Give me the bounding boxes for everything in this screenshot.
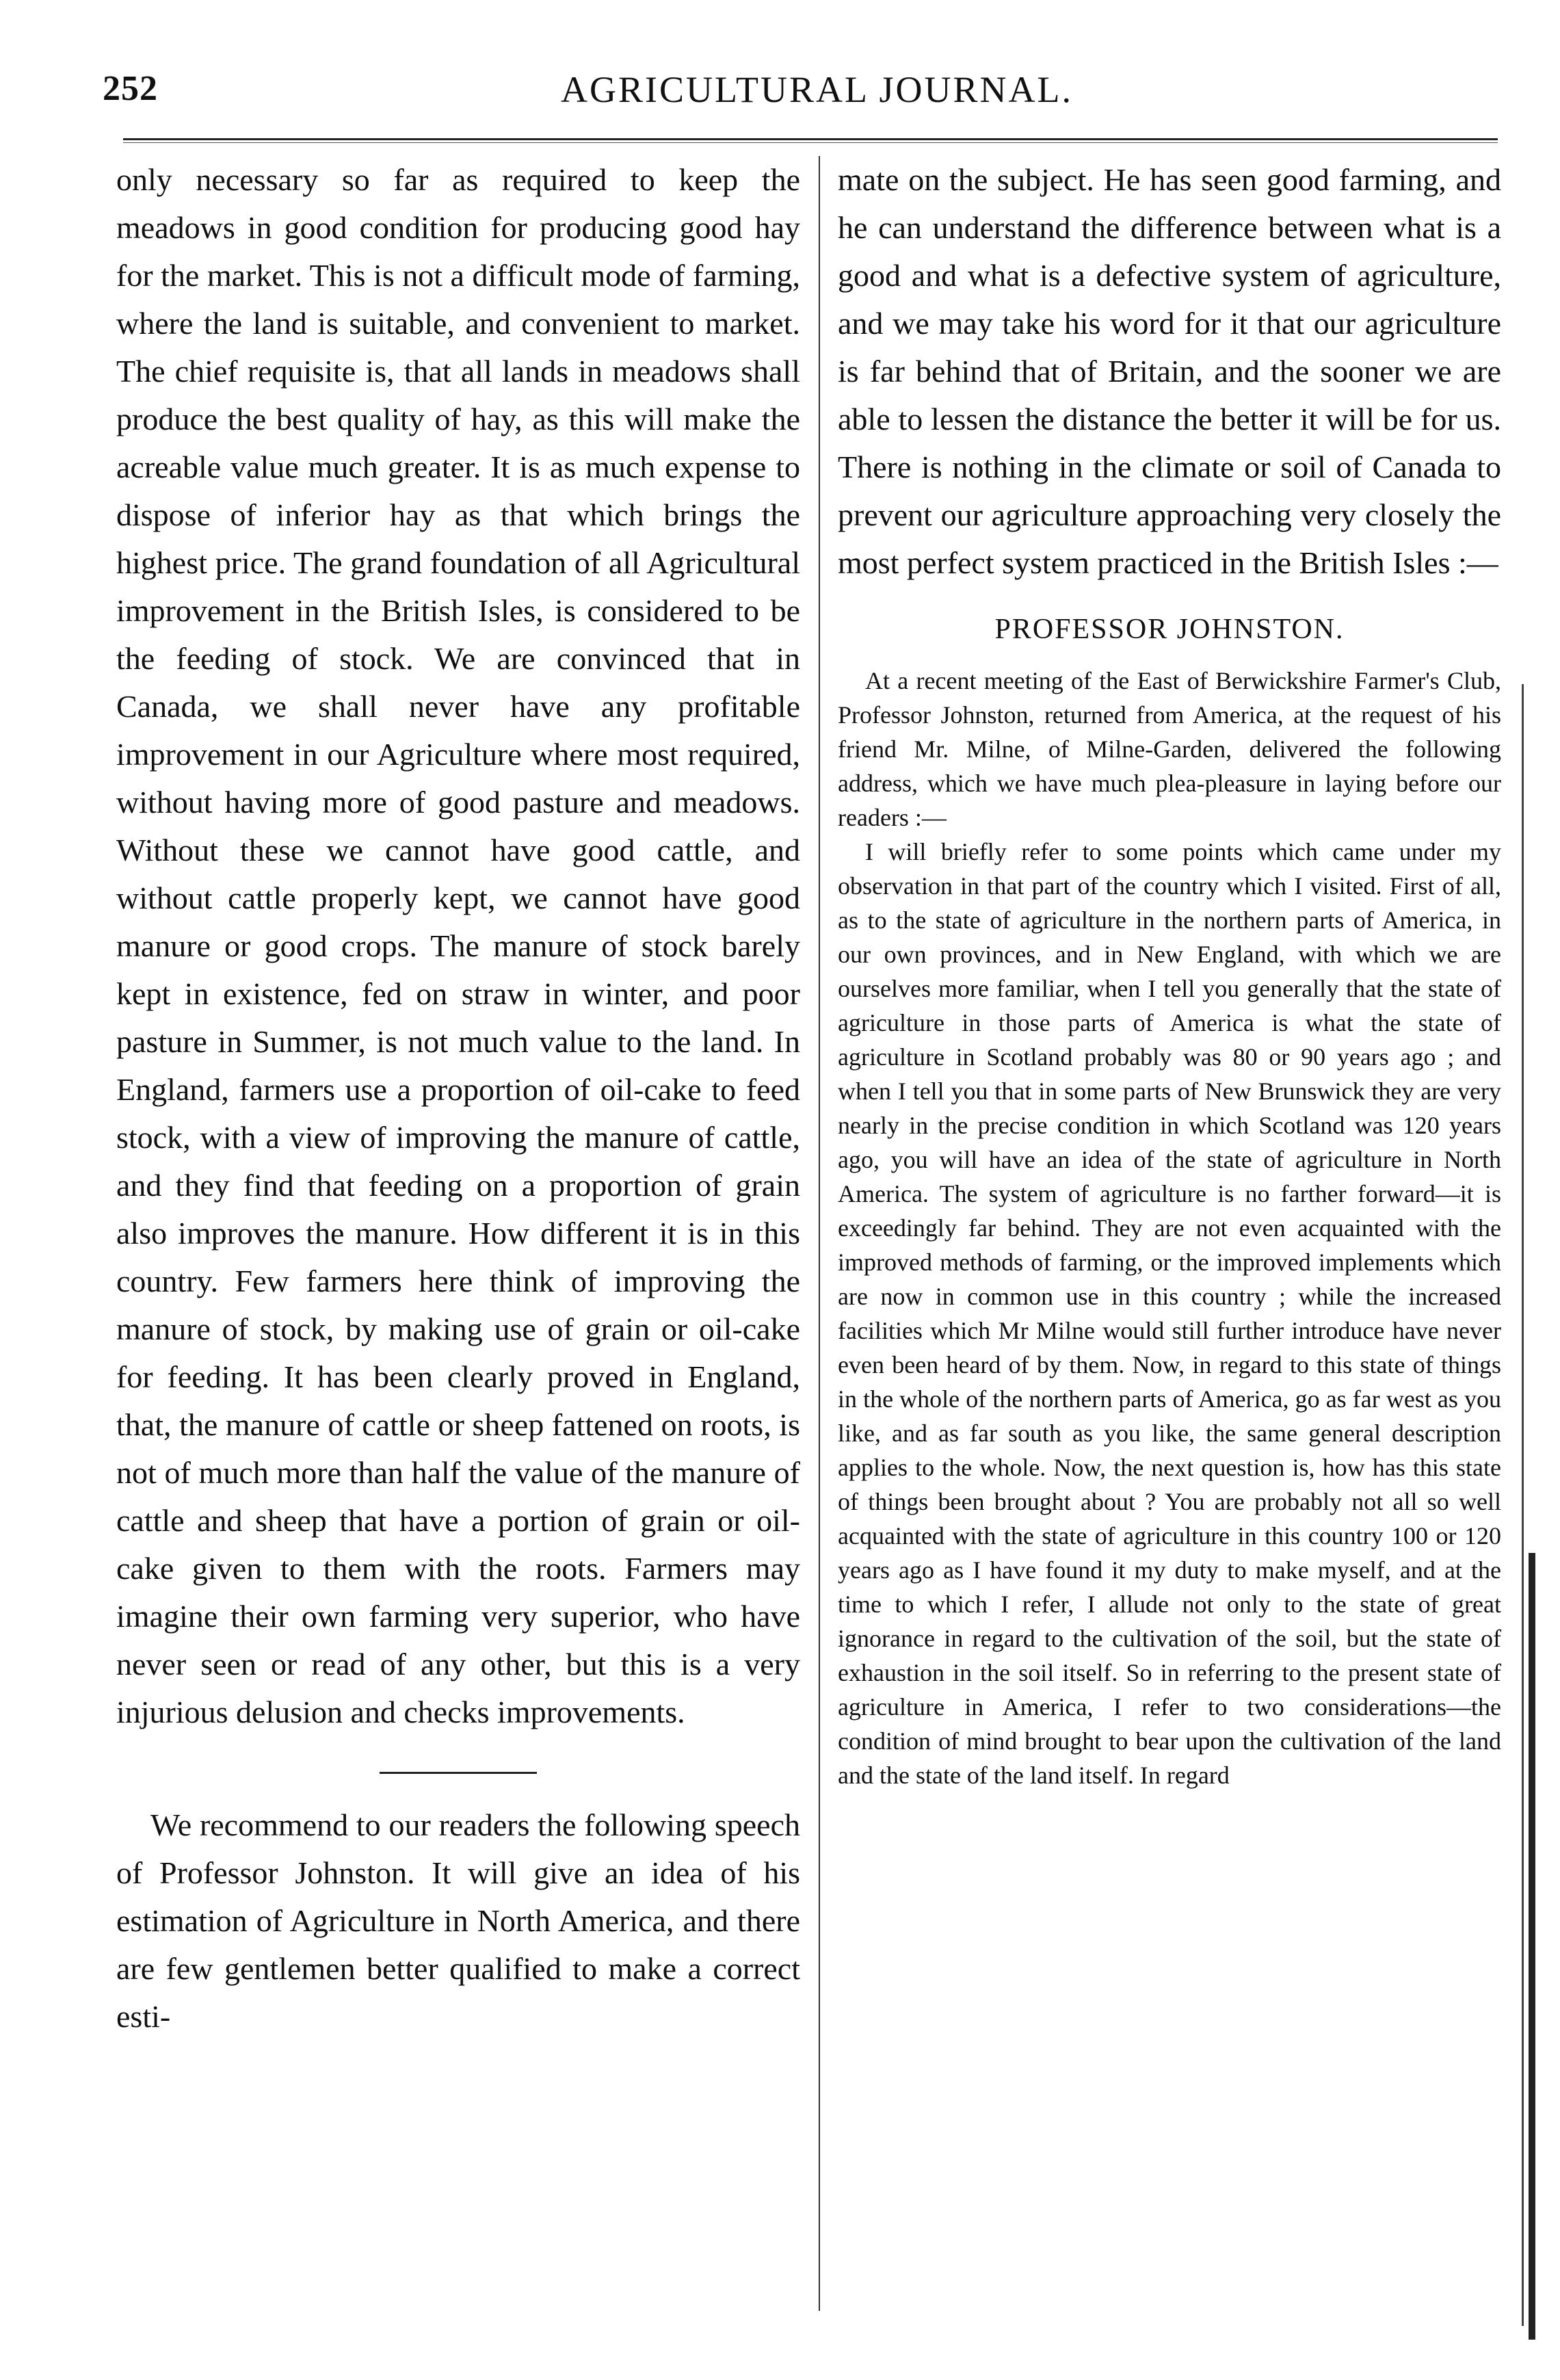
right-continuation: mate on the subject. He has seen good farming, and he can understand the difference between what is a good and what is a defective system of agriculture, and we may take his word for it that our agriculture is far behind that of Britain, and the sooner we are able to lessen the distance the better it will be for us. There is nothing in the climate or soil of Canada to prevent our agriculture approaching very closely the most perfect system practiced in the British Isles :— (838, 162, 1501, 580)
page-number: 252 (103, 69, 158, 108)
left-paragraph-2: We recommend to our readers the following speech of Professor Johnston. It will give an idea of his estimation of Agriculture in North America, and there are few gentlemen better qualified to make a correct esti- (116, 1807, 800, 2034)
running-head: AGRICULTURAL JOURNAL. (561, 69, 1074, 110)
left-column (116, 156, 800, 2041)
page-edge-rule (1522, 684, 1524, 2326)
header-rule-thin (123, 142, 1498, 143)
section-divider (380, 1772, 537, 1774)
right-column (838, 156, 1501, 1792)
header-rule (123, 138, 1498, 140)
page-edge-shadow (1529, 1553, 1535, 2340)
column-divider (819, 156, 820, 2311)
article-speech: I will briefly refer to some points which came under my observation in that part of the country which I visited. First of all, as to the state of agriculture in the northern parts of America, in our own provinces, and in New England, with which we are ourselves more familiar, when I tell you generally that the state of agriculture in those parts of America is what the state of agriculture in Scotland probably was 80 or 90 years ago ; and when I tell you that in some parts of New Brunswick they are very nearly in the precise condition in which Scotland was 120 years ago, you will have an idea of the state of agriculture in North America. The system of agriculture is no farther forward—it is exceedingly far behind. They are not even acquainted with the improved methods of farming, or the improved implements which are now in common use in this country ; while the increased facilities which Mr Milne would still further introduce have never even been heard of by them. Now, in regard to this state of things in the whole of the northern parts of America, go as far west as you like, and as far south as you like, the same general description applies to the whole. Now, the next question is, how has this state of things been brought about ? You are probably not all so well acquainted with the state of agriculture in this country 100 or 120 years ago as I have found it my duty to make myself, and at the time to which I refer, I allude not only to the state of great ignorance in regard to the cultivation of the soil, but the state of exhaustion in the soil itself. So in referring to the present state of agriculture in America, I refer to two considerations—the condition of mind brought to bear upon the cultivation of the land and the state of the land itself. In regard (838, 838, 1501, 1789)
article-heading: PROFESSOR JOHNSTON. (994, 614, 1345, 645)
left-paragraph-1: only necessary so far as required to keep the meadows in good condition for producing good hay for the market. This is not a difficult mode of farming, where the land is suitable, and convenient to market. The chief requisite is, that all lands in meadows shall produce the best quality of hay, as this will make the acreable value much greater. It is as much expense to dispose of inferior hay as that which brings the highest price. The grand foundation of all Agricultural improvement in the British Isles, is considered to be the feeding of stock. We are convinced that in Canada, we shall never have any profitable improvement in our Agriculture where most required, without having more of good pasture and meadows. Without these we cannot have good cattle, and without cattle properly kept, we cannot have good manure or good crops. The manure of stock barely kept in existence, fed on straw in winter, and poor pasture in Summer, is not much value to the land. In England, farmers use a proportion of oil-cake to feed stock, with a view of improving the manure of cattle, and they find that feeding on a proportion of grain also improves the manure. How different it is in this country. Few farmers here think of improving the manure of stock, by making use of grain or oil-cake for feeding. It has been clearly proved in England, that, the manure of cattle or sheep fattened on roots, is not of much more than half the value of the manure of cattle and sheep that have a portion of grain or oil-cake given to them with the roots. Farmers may imagine their own farming very superior, who have never seen or read of any other, but this is a very injurious delusion and checks improvements. (116, 162, 800, 1729)
article-intro: At a recent meeting of the East of Berwickshire Farmer's Club, Professor Johnston, returned from America, at the request of his friend Mr. Milne, of Milne-Garden, delivered the following address, which we have much plea-pleasure in laying before our readers :— (838, 667, 1501, 831)
